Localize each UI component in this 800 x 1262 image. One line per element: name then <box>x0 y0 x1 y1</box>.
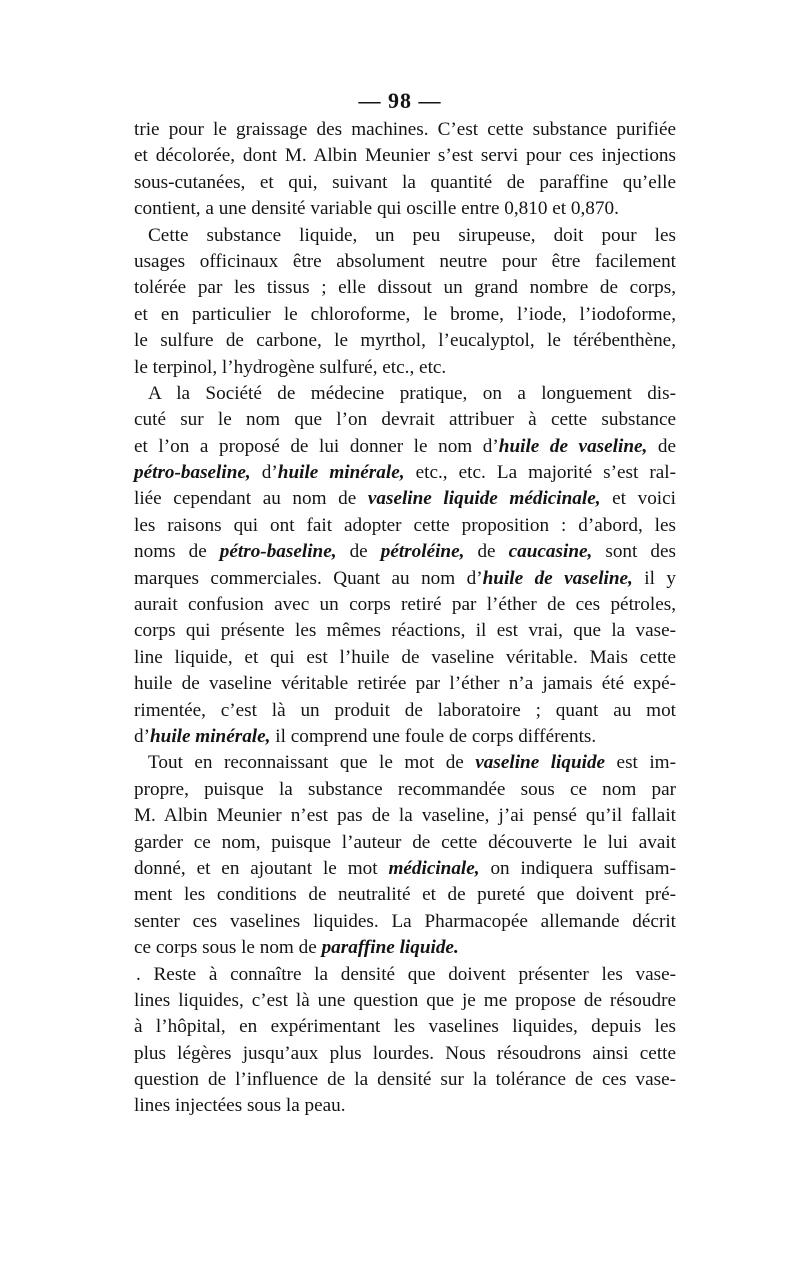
text-line <box>134 856 676 882</box>
text-segment: donné, et en ajoutant le mot <box>134 857 389 879</box>
text-segment: A la Société de médecine pratique, on a longuement dis- <box>148 382 676 404</box>
text-segment: trie pour le graissage des machines. C’est cette substance purifiée <box>134 119 676 140</box>
text-line <box>134 935 676 961</box>
text-segment: d’ <box>250 462 278 484</box>
text-line <box>134 724 676 750</box>
text-segment: les raisons qui ont fait adopter cette proposition : d’abord, les <box>134 514 676 536</box>
text-segment: corps qui présente les mêmes réactions, il est vrai, que la vase- <box>134 620 676 642</box>
text-line <box>134 988 676 1014</box>
text-segment: sont des <box>592 541 676 563</box>
text-line <box>134 170 676 196</box>
italic-term: médicinale, <box>388 857 480 879</box>
text-segment: de <box>336 541 381 563</box>
text-segment: Tout en reconnaissant que le mot de <box>148 752 476 774</box>
italic-term: pétro-baseline, <box>134 462 251 484</box>
text-line <box>134 486 676 512</box>
body-text <box>134 117 676 1120</box>
text-segment: de <box>647 435 676 457</box>
text-segment: line liquide, et qui est l’huile de vaseline véritable. Mais cette <box>134 646 676 668</box>
italic-term: pétroléine, <box>380 541 465 563</box>
text-line <box>134 460 676 486</box>
text-line <box>134 645 676 671</box>
text-line <box>134 381 676 407</box>
text-line <box>134 909 676 935</box>
text-line <box>134 1014 676 1040</box>
text-segment: etc., etc. La majorité s’est ral- <box>404 462 677 484</box>
italic-term: huile minérale, <box>149 725 271 747</box>
text-segment: et décolorée, dont M. Albin Meunier s’est servi pour ces injections <box>134 145 676 167</box>
text-line <box>134 196 676 222</box>
text-segment: on indiquera suffisam- <box>479 857 676 879</box>
text-segment: . Reste à connaître la densité que doivent présenter les vase- <box>136 963 676 985</box>
text-line <box>134 407 676 433</box>
text-segment: liée cependant au nom de <box>134 488 368 510</box>
text-segment: d’ <box>134 725 150 747</box>
text-line <box>134 328 676 354</box>
text-segment: noms de <box>134 541 220 563</box>
text-segment: le terpinol, l’hydrogène sulfuré, etc., etc. <box>134 356 447 378</box>
text-segment: contient, a une densité variable qui oscille entre 0,810 et 0,870. <box>134 198 619 220</box>
text-segment: il y <box>632 567 676 589</box>
text-segment: plus légères jusqu’aux plus lourdes. Nous résoudrons ainsi cette <box>134 1042 676 1064</box>
text-line <box>134 1093 676 1119</box>
text-segment: à l’hôpital, en expérimentant les vaselines liquides, depuis les <box>134 1016 676 1038</box>
text-segment: aurait confusion avec un corps retiré par l’éther de ces pétroles, <box>134 594 676 616</box>
text-line <box>134 539 676 565</box>
text-line <box>134 143 676 169</box>
text-line <box>134 566 676 592</box>
text-segment: huile de vaseline véritable retirée par l’éther n’a jamais été expé- <box>134 673 676 695</box>
text-line <box>134 803 676 829</box>
text-segment: usages officinaux être absolument neutre pour être facilement <box>134 250 676 272</box>
text-line <box>134 513 676 539</box>
page-number: — 98 — <box>358 88 442 113</box>
text-line <box>134 830 676 856</box>
italic-term: paraffine liquide. <box>321 937 459 959</box>
text-segment: de <box>464 541 509 563</box>
text-line <box>134 592 676 618</box>
text-line <box>134 618 676 644</box>
text-line <box>134 698 676 724</box>
text-segment: marques commerciales. Quant au nom d’ <box>134 567 483 589</box>
text-segment: question de l’influence de la densité sur la tolérance de ces vase- <box>134 1069 676 1091</box>
text-line <box>134 671 676 697</box>
text-segment: est im- <box>605 752 676 774</box>
italic-term: huile minérale, <box>277 462 405 484</box>
text-segment: cuté sur le nom que l’on devrait attribuer à cette substance <box>134 409 676 431</box>
text-line <box>134 777 676 803</box>
italic-term: caucasine, <box>508 541 593 563</box>
text-segment: sous-cutanées, et qui, suivant la quantité de paraffine qu’elle <box>134 171 676 193</box>
text-segment: il comprend une foule de corps différents. <box>270 725 597 747</box>
text-segment: ce corps sous le nom de <box>134 937 322 959</box>
text-segment: lines liquides, c’est là une question que je me propose de résoudre <box>134 989 676 1011</box>
text-line <box>134 355 676 381</box>
italic-term: pétro-baseline, <box>219 541 337 563</box>
text-segment: M. Albin Meunier n’est pas de la vaseline, j’ai pensé qu’il fallait <box>134 805 676 827</box>
text-line <box>134 249 676 275</box>
text-line <box>134 962 676 988</box>
text-line <box>134 275 676 301</box>
text-segment: et en particulier le chloroforme, le brome, l’iode, l’iodoforme, <box>134 303 676 325</box>
text-segment: et voici <box>600 488 676 510</box>
text-segment: garder ce nom, puisque l’auteur de cette découverte le lui avait <box>134 831 676 853</box>
text-segment: propre, puisque la substance recommandée sous ce nom par <box>134 778 676 800</box>
text-segment: ment les conditions de neutralité et de pureté que doivent pré- <box>134 884 676 906</box>
text-segment: lines injectées sous la peau. <box>134 1095 346 1117</box>
text-line <box>134 302 676 328</box>
text-line <box>134 434 676 460</box>
text-segment: et l’on a proposé de lui donner le nom d’ <box>134 435 499 457</box>
text-segment: senter ces vaselines liquides. La Pharmacopée allemande décrit <box>134 910 676 932</box>
italic-term: vaseline liquide médicinale, <box>367 488 601 510</box>
text-segment: tolérée par les tissus ; elle dissout un grand nombre de corps, <box>134 277 676 299</box>
text-segment: le sulfure de carbone, le myrthol, l’eucalyptol, le térébenthène, <box>134 330 676 352</box>
text-line <box>134 882 676 908</box>
text-line <box>134 1041 676 1067</box>
text-line <box>134 223 676 249</box>
text-line <box>134 1067 676 1093</box>
italic-term: huile de vaseline, <box>498 435 648 457</box>
text-segment: Cette substance liquide, un peu sirupeuse, doit pour les <box>148 224 676 246</box>
italic-term: huile de vaseline, <box>482 567 633 589</box>
text-line <box>134 750 676 776</box>
text-line <box>134 117 676 143</box>
text-segment: rimentée, c’est là un produit de laboratoire ; quant au mot <box>134 699 676 721</box>
italic-term: vaseline liquide <box>475 752 606 774</box>
